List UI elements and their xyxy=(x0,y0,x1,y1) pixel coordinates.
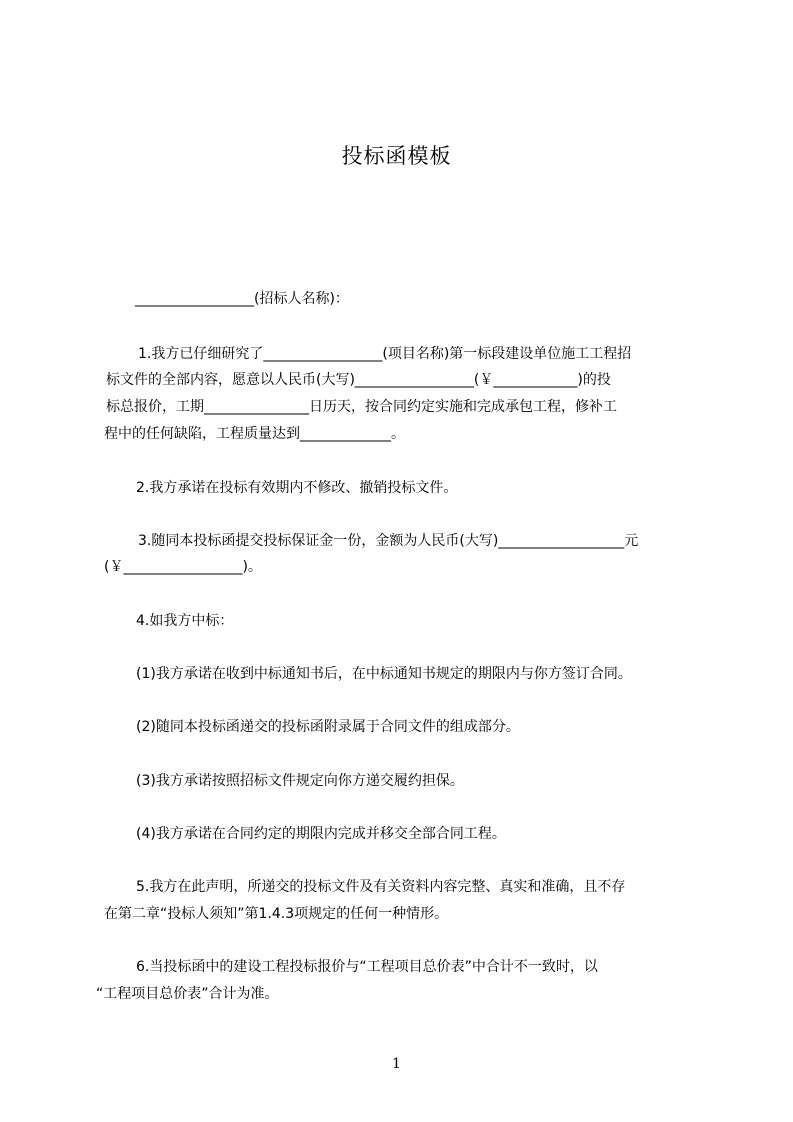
paragraph-5-line-1: 5.我方在此声明，所递交的投标文件及有关资料内容完整、真实和准确，且不存 xyxy=(136,879,626,895)
document-title: 投标函模板 xyxy=(341,144,452,168)
paragraph-1-line-1: 1.我方已仔细研究了_________________(项目名称)第一标段建设单位施工工程招 xyxy=(138,346,632,362)
paragraph-6-line-2: “工程项目总价表”合计为准。 xyxy=(96,986,279,1002)
paragraph-4-item-1: (1)我方承诺在收到中标通知书后，在中标通知书规定的期限内与你方签订合同。 xyxy=(136,666,632,682)
paragraph-1-line-4: 程中的任何缺陷，工程质量达到_____________。 xyxy=(104,426,405,442)
paragraph-4-item-2: (2)随同本投标函递交的投标函附录属于合同文件的组成部分。 xyxy=(136,719,520,735)
paragraph-3-line-1: 3.随同本投标函提交投标保证金一份，金额为人民币(大写)__________________元 xyxy=(138,533,639,549)
paragraph-4-heading: 4.如我方中标： xyxy=(136,613,234,629)
paragraph-4-item-4: (4)我方承诺在合同约定的期限内完成并移交全部合同工程。 xyxy=(136,826,506,842)
paragraph-3-line-2: (￥_________________)。 xyxy=(104,559,262,575)
paragraph-1-line-3: 标总报价，工期_______________日历天，按合同约定实施和完成承包工程，修补工 xyxy=(106,399,617,415)
paragraph-6-line-1: 6.当投标函中的建设工程投标报价与“工程项目总价表”中合计不一致时，以 xyxy=(136,959,598,975)
paragraph-5-line-2: 在第二章“投标人须知”第1.4.3项规定的任何一种情形。 xyxy=(104,906,449,922)
page-number: 1 xyxy=(392,1056,401,1072)
paragraph-2: 2.我方承诺在投标有效期内不修改、撤销投标文件。 xyxy=(136,480,458,496)
paragraph-4-item-3: (3)我方承诺按照招标文件规定向你方递交履约担保。 xyxy=(136,773,464,789)
paragraph-1-line-2: 标文件的全部内容，愿意以人民币(大写)_________________(￥____________)的投 xyxy=(106,372,611,388)
addressee-line: _________________(招标人名称)： xyxy=(135,291,349,307)
